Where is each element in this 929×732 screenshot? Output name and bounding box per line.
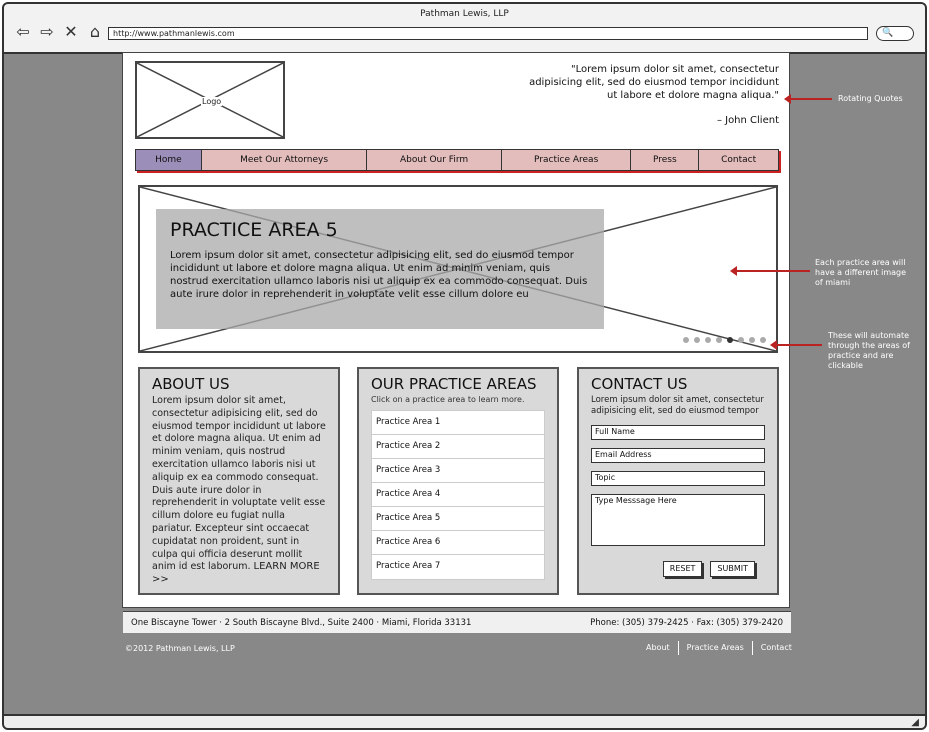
practice-item-4[interactable]: Practice Area 4 xyxy=(372,483,544,507)
nav-contact[interactable]: Contact xyxy=(699,150,778,170)
resize-grip-icon[interactable]: ◢ xyxy=(911,717,919,728)
browser-toolbar xyxy=(4,4,925,54)
practice-areas-section xyxy=(357,367,559,595)
window-title: Pathman Lewis, LLP xyxy=(420,9,509,19)
slider-dot-7[interactable] xyxy=(749,337,755,343)
practice-title: OUR PRACTICE AREAS xyxy=(371,375,537,393)
practice-item-2[interactable]: Practice Area 2 xyxy=(372,435,544,459)
learn-more-link[interactable]: LEARN MORE >> xyxy=(152,561,320,586)
browser-nav-buttons xyxy=(14,22,104,41)
main-navigation xyxy=(135,149,779,171)
copyright: ©2012 Pathman Lewis, LLP xyxy=(125,644,235,653)
footer-link-contact[interactable]: Contact xyxy=(760,643,792,652)
annotation-arrow-icon xyxy=(736,270,810,272)
slider-dots xyxy=(683,337,766,343)
nav-about-our-firm[interactable]: About Our Firm xyxy=(367,150,502,170)
nav-home[interactable]: Home xyxy=(136,150,202,170)
annotation-arrow-icon xyxy=(790,98,832,100)
full-name-field[interactable]: Full Name xyxy=(591,425,765,440)
hero-text: Lorem ipsum dolor sit amet, consectetur adipisicing elit, sed do eiusmod tempor incididunt ut labore et dolore magna aliqua. Ut enim ad minim veniam, quis nostrud exercitation ullamco laboris nisi ut aliquip ex ea commodo consequat. Duis aute irure dolor in reprehenderit in voluptate velit esse cillum dolore eu xyxy=(170,250,588,300)
nav-press[interactable]: Press xyxy=(631,150,699,170)
slider-dot-4[interactable] xyxy=(716,337,722,343)
annotation-practice-image: Each practice area will have a different image of miami xyxy=(815,258,907,287)
about-body: Lorem ipsum dolor sit amet, consectetur adipisicing elit, sed do eiusmod tempor incididunt ut labore et dolore magna aliqua. Ut enim ad minim veniam, quis nostrud exercitation ullamco laboris nisi ut aliquip ex ea commodo consequat. Duis aute irure dolor in reprehenderit in voluptate velit esse cillum dolore eu fugiat nulla pariatur. Excepteur sint occaecat cupidatat non proident, sunt in culpa qui officia deserunt mollit anim id est laborum. xyxy=(152,395,326,573)
contact-text: Lorem ipsum dolor sit amet, consectetur adipisicing elit, sed do eiusmod tempor xyxy=(591,395,764,416)
practice-item-6[interactable]: Practice Area 6 xyxy=(372,531,544,555)
footer-links xyxy=(638,641,800,655)
phone-fax: Phone: (305) 379-2425 · Fax: (305) 379-2420 xyxy=(590,618,783,628)
practice-item-3[interactable]: Practice Area 3 xyxy=(372,459,544,483)
status-bar xyxy=(4,714,925,728)
search-icon[interactable]: 🔍 xyxy=(876,26,914,41)
web-page xyxy=(122,52,790,628)
contact-title: CONTACT US xyxy=(591,375,688,393)
hero-title: PRACTICE AREA 5 xyxy=(170,219,338,241)
hero-caption-panel xyxy=(156,209,604,329)
about-title: ABOUT US xyxy=(152,375,230,393)
reset-button[interactable]: RESET xyxy=(663,561,703,577)
annotation-automate: These will automate through the areas of practice and are clickable xyxy=(828,331,910,370)
home-icon[interactable]: ⌂ xyxy=(89,22,101,41)
footer-link-practice-areas[interactable]: Practice Areas xyxy=(679,641,753,655)
slider-dot-3[interactable] xyxy=(705,337,711,343)
nav-meet-our-attorneys[interactable]: Meet Our Attorneys xyxy=(202,150,367,170)
slider-dot-5[interactable] xyxy=(727,337,733,343)
nav-practice-areas[interactable]: Practice Areas xyxy=(502,150,632,170)
slider-dot-2[interactable] xyxy=(694,337,700,343)
back-arrow-icon[interactable]: ⇦ xyxy=(16,22,30,41)
close-icon[interactable]: ✕ xyxy=(64,22,78,41)
slider-dot-1[interactable] xyxy=(683,337,689,343)
hero-slider[interactable] xyxy=(138,185,778,353)
address-bar xyxy=(123,611,791,633)
slider-dot-8[interactable] xyxy=(760,337,766,343)
practice-item-7[interactable]: Practice Area 7 xyxy=(376,561,441,571)
office-address: One Biscayne Tower · 2 South Biscayne Blvd., Suite 2400 · Miami, Florida 33131 xyxy=(131,618,472,628)
slider-dot-6[interactable] xyxy=(738,337,744,343)
url-bar[interactable]: http://www.pathmanlewis.com xyxy=(108,27,868,40)
practice-list xyxy=(371,410,545,580)
logo-placeholder[interactable] xyxy=(135,61,285,139)
rotating-quote: "Lorem ipsum dolor sit amet, consectetur adipisicing elit, sed do eiusmod tempor incididunt ut labore et dolore magna aliqua." xyxy=(529,64,779,101)
forward-arrow-icon[interactable]: ⇨ xyxy=(40,22,54,41)
topic-field[interactable]: Topic xyxy=(591,471,765,486)
message-field[interactable]: Type Messsage Here xyxy=(591,494,765,546)
quote-author: – John Client xyxy=(716,115,779,126)
form-buttons xyxy=(663,561,755,577)
practice-item-1[interactable]: Practice Area 1 xyxy=(372,411,544,435)
about-us-section xyxy=(138,367,340,595)
practice-subtitle: Click on a practice area to learn more. xyxy=(371,395,525,404)
practice-item-5[interactable]: Practice Area 5 xyxy=(372,507,544,531)
annotation-rotating-quotes: Rotating Quotes xyxy=(838,94,903,103)
annotation-arrow-icon xyxy=(776,344,822,346)
contact-us-section xyxy=(577,367,779,595)
logo-label: Logo xyxy=(202,97,222,106)
email-field[interactable]: Email Address xyxy=(591,448,765,463)
about-text xyxy=(152,395,326,587)
footer-link-about[interactable]: About xyxy=(638,641,679,655)
submit-button[interactable]: SUBMIT xyxy=(710,561,755,577)
